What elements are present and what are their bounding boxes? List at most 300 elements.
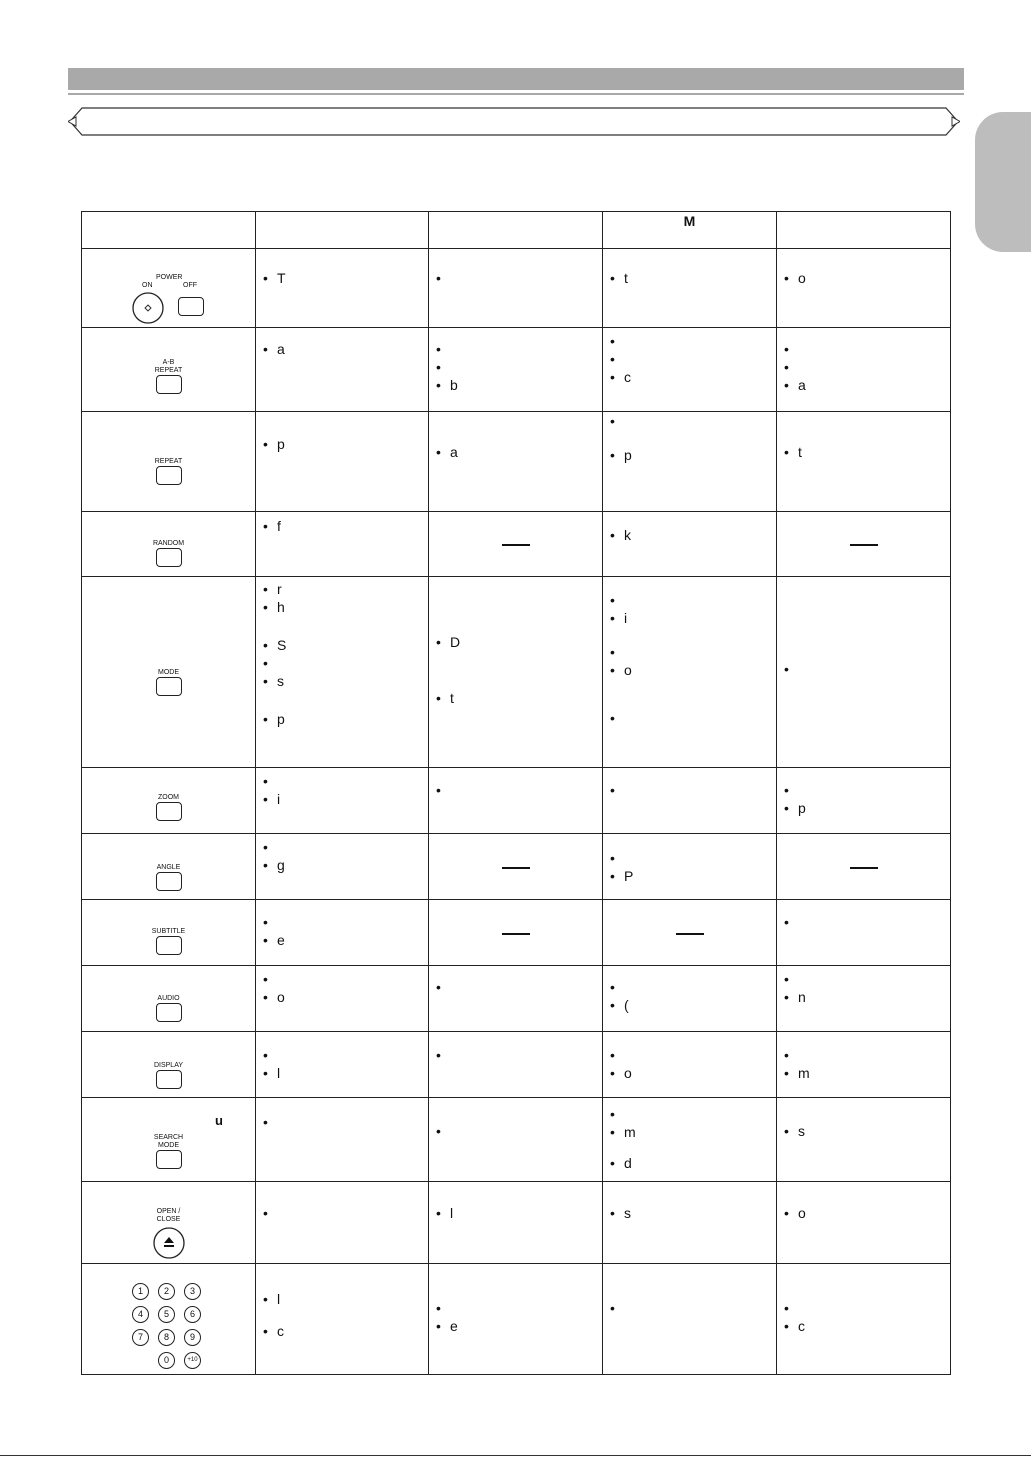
display-key bbox=[82, 1062, 255, 1093]
bullet-item bbox=[610, 526, 772, 544]
bullet-item bbox=[784, 781, 946, 799]
bullet-text: i bbox=[624, 610, 628, 626]
cell bbox=[777, 1098, 951, 1182]
bullet-icon: • bbox=[610, 782, 615, 798]
not-applicable-dash bbox=[850, 544, 878, 546]
ab-label: A-B bbox=[162, 359, 175, 366]
bullet-icon: • bbox=[263, 1047, 268, 1063]
header-cell bbox=[82, 212, 256, 249]
bullet-icon: • bbox=[436, 979, 441, 995]
number-key[interactable]: 9 bbox=[184, 1329, 201, 1346]
bullet-item bbox=[436, 269, 598, 287]
bullet-item bbox=[610, 643, 772, 661]
bullet-text: e bbox=[277, 932, 285, 948]
bullet-text: b bbox=[450, 377, 458, 393]
bullet-text: P bbox=[624, 868, 634, 884]
key-cell-repeat bbox=[82, 412, 256, 512]
cell bbox=[777, 412, 951, 512]
zoom-label: ZOOM bbox=[158, 794, 179, 801]
table-row bbox=[82, 412, 951, 512]
bullet-icon: • bbox=[263, 932, 268, 948]
bullet-text: D bbox=[450, 634, 461, 650]
key-cell-subtitle bbox=[82, 900, 256, 966]
number-key[interactable]: 7 bbox=[132, 1329, 149, 1346]
bullet-item bbox=[436, 689, 598, 707]
number-key[interactable]: 1 bbox=[132, 1283, 149, 1300]
bullet-item bbox=[263, 269, 424, 287]
bullet-icon: • bbox=[610, 270, 615, 286]
header-cell bbox=[777, 212, 951, 249]
cell bbox=[777, 1032, 951, 1098]
bullet-icon: • bbox=[263, 1323, 268, 1339]
key-cell-search-mode bbox=[82, 1098, 256, 1182]
bullet-item bbox=[263, 913, 424, 931]
bullet-icon: • bbox=[263, 839, 268, 855]
table-row bbox=[82, 577, 951, 768]
bullet-item bbox=[610, 332, 772, 350]
side-tab bbox=[975, 112, 1031, 252]
number-key[interactable]: 0 bbox=[158, 1352, 175, 1369]
cell bbox=[429, 966, 603, 1032]
open-label: OPEN / bbox=[156, 1208, 181, 1215]
angle-label: ANGLE bbox=[156, 864, 181, 871]
search-mode-button[interactable] bbox=[156, 1150, 182, 1169]
bullet-item bbox=[610, 609, 772, 627]
cell bbox=[429, 768, 603, 834]
bullet-item bbox=[610, 1204, 772, 1222]
header-cell: M bbox=[603, 212, 777, 249]
bullet-item bbox=[610, 1123, 772, 1141]
bullet-text: T bbox=[277, 270, 286, 286]
bullet-item bbox=[263, 1046, 424, 1064]
bullet-icon: • bbox=[784, 1123, 789, 1139]
cell bbox=[777, 328, 951, 412]
bullet-icon: • bbox=[610, 447, 615, 463]
bullet-icon: • bbox=[436, 341, 441, 357]
cell bbox=[603, 900, 777, 966]
bullet-icon: • bbox=[436, 359, 441, 375]
bullet-item bbox=[263, 710, 424, 728]
repeat-label: REPEAT bbox=[154, 458, 183, 465]
bullet-text: r bbox=[277, 581, 282, 597]
bullet-item bbox=[610, 269, 772, 287]
bullet-item bbox=[784, 1299, 946, 1317]
key-cell-power bbox=[82, 249, 256, 328]
bullet-item bbox=[436, 376, 598, 394]
cell bbox=[429, 900, 603, 966]
cell bbox=[256, 1264, 429, 1375]
bullet-icon: • bbox=[263, 1291, 268, 1307]
table-row bbox=[82, 900, 951, 966]
bullet-icon: • bbox=[610, 662, 615, 678]
bullet-item bbox=[436, 633, 598, 651]
subtitle-button[interactable] bbox=[156, 936, 182, 955]
bullet-text: c bbox=[277, 1323, 284, 1339]
bullet-item bbox=[610, 591, 772, 609]
cell bbox=[429, 1098, 603, 1182]
bullet-icon: • bbox=[610, 369, 615, 385]
bullet-icon: • bbox=[263, 989, 268, 1005]
bullet-text: l bbox=[450, 1205, 454, 1221]
bullet-item bbox=[436, 1204, 598, 1222]
cell bbox=[777, 768, 951, 834]
bullet-text: h bbox=[277, 599, 285, 615]
bullet-item bbox=[610, 350, 772, 368]
bullet-text: m bbox=[624, 1124, 636, 1140]
bullet-item bbox=[263, 790, 424, 808]
bullet-icon: • bbox=[610, 1205, 615, 1221]
number-key[interactable]: 3 bbox=[184, 1283, 201, 1300]
bullet-item bbox=[784, 970, 946, 988]
bullet-item bbox=[610, 709, 772, 727]
cell bbox=[429, 1032, 603, 1098]
key-cell-number-keys bbox=[82, 1264, 256, 1375]
bullet-icon: • bbox=[610, 997, 615, 1013]
ab-repeat-key bbox=[82, 359, 255, 398]
bullet-icon: • bbox=[784, 1300, 789, 1316]
table-row bbox=[82, 1264, 951, 1375]
bullet-item bbox=[784, 799, 946, 817]
bullet-icon: • bbox=[263, 518, 268, 534]
bullet-icon: • bbox=[436, 270, 441, 286]
cell bbox=[603, 1032, 777, 1098]
bullet-text: o bbox=[624, 1065, 632, 1081]
bullet-item bbox=[436, 1046, 598, 1064]
section-banner bbox=[68, 106, 960, 137]
bullet-text: i bbox=[277, 791, 281, 807]
cell bbox=[603, 1264, 777, 1375]
bullet-text: t bbox=[624, 270, 628, 286]
close-label: CLOSE bbox=[156, 1216, 181, 1223]
angle-button[interactable] bbox=[156, 872, 182, 891]
bullet-item bbox=[436, 443, 598, 461]
bullet-item bbox=[610, 661, 772, 679]
bullet-icon: • bbox=[436, 377, 441, 393]
display-button[interactable] bbox=[156, 1070, 182, 1089]
bullet-item bbox=[436, 978, 598, 996]
not-applicable-dash bbox=[502, 867, 530, 869]
bullet-item bbox=[784, 443, 946, 461]
cell bbox=[429, 512, 603, 577]
bullet-icon: • bbox=[784, 989, 789, 1005]
bullet-icon: • bbox=[263, 637, 268, 653]
bullet-icon: • bbox=[263, 673, 268, 689]
bullet-item bbox=[610, 1064, 772, 1082]
bullet-text: l bbox=[277, 1291, 281, 1307]
bullet-item bbox=[436, 781, 598, 799]
bullet-item bbox=[436, 1299, 598, 1317]
bullet-icon: • bbox=[610, 710, 615, 726]
bullet-icon: • bbox=[610, 644, 615, 660]
bullet-text: t bbox=[450, 690, 454, 706]
bullet-text: o bbox=[624, 662, 632, 678]
bullet-item bbox=[263, 772, 424, 790]
cell bbox=[429, 1264, 603, 1375]
bullet-icon: • bbox=[784, 1205, 789, 1221]
cell bbox=[777, 834, 951, 900]
number-key[interactable]: 8 bbox=[158, 1329, 175, 1346]
cell bbox=[256, 834, 429, 900]
bullet-text: m bbox=[798, 1065, 810, 1081]
cell bbox=[256, 412, 429, 512]
bullet-item bbox=[610, 849, 772, 867]
not-applicable-dash bbox=[502, 544, 530, 546]
cell bbox=[777, 249, 951, 328]
bullet-icon: • bbox=[263, 655, 268, 671]
number-key[interactable]: 5 bbox=[158, 1306, 175, 1323]
bullet-item bbox=[610, 781, 772, 799]
bullet-text: p bbox=[277, 436, 285, 452]
cell bbox=[429, 1182, 603, 1264]
cell bbox=[256, 328, 429, 412]
bullet-item bbox=[784, 988, 946, 1006]
mode-button[interactable] bbox=[156, 677, 182, 696]
bullet-icon: • bbox=[610, 1300, 615, 1316]
bullet-item bbox=[263, 856, 424, 874]
repeat-button[interactable] bbox=[156, 466, 182, 485]
bullet-text: c bbox=[798, 1318, 805, 1334]
repeat-key bbox=[82, 458, 255, 489]
key-cell-random bbox=[82, 512, 256, 577]
bullet-text: p bbox=[624, 447, 632, 463]
bullet-icon: • bbox=[263, 971, 268, 987]
bullet-item bbox=[263, 340, 424, 358]
cell bbox=[429, 834, 603, 900]
cell bbox=[256, 1182, 429, 1264]
cell bbox=[603, 577, 777, 768]
bullet-icon: • bbox=[784, 914, 789, 930]
bullet-item bbox=[263, 598, 424, 616]
bullet-text: s bbox=[277, 673, 284, 689]
bullet-text: p bbox=[798, 800, 806, 816]
key-cell-angle bbox=[82, 834, 256, 900]
cell bbox=[256, 768, 429, 834]
bullet-icon: • bbox=[263, 581, 268, 597]
bullet-item bbox=[263, 970, 424, 988]
off-label: OFF bbox=[183, 282, 197, 289]
cell bbox=[256, 577, 429, 768]
bullet-icon: • bbox=[784, 1065, 789, 1081]
bullet-icon: • bbox=[610, 1106, 615, 1122]
bullet-icon: • bbox=[436, 634, 441, 650]
mode-label: MODE bbox=[158, 669, 179, 676]
cell bbox=[777, 1264, 951, 1375]
bullet-icon: • bbox=[784, 377, 789, 393]
footer-rule bbox=[0, 1455, 1031, 1456]
cell bbox=[429, 249, 603, 328]
bullet-text: ( bbox=[624, 997, 629, 1013]
bullet-item bbox=[263, 1322, 424, 1340]
cell bbox=[777, 512, 951, 577]
bullet-item bbox=[263, 636, 424, 654]
bullet-icon: • bbox=[263, 270, 268, 286]
bullet-item bbox=[610, 867, 772, 885]
header-cell bbox=[429, 212, 603, 249]
bullet-item bbox=[784, 660, 946, 678]
cell bbox=[429, 328, 603, 412]
bullet-text: e bbox=[450, 1318, 458, 1334]
bullet-item bbox=[263, 1290, 424, 1308]
bullet-icon: • bbox=[436, 1318, 441, 1334]
number-key[interactable]: 4 bbox=[132, 1306, 149, 1323]
cell bbox=[777, 577, 951, 768]
cell bbox=[603, 328, 777, 412]
bullet-item bbox=[436, 340, 598, 358]
power-on-button[interactable] bbox=[131, 291, 165, 325]
bullet-text: a bbox=[798, 377, 806, 393]
cell bbox=[603, 412, 777, 512]
table-row bbox=[82, 834, 951, 900]
search-label: SEARCH bbox=[153, 1134, 184, 1141]
bullet-item bbox=[784, 1122, 946, 1140]
cell bbox=[603, 834, 777, 900]
bullet-text: c bbox=[624, 369, 631, 385]
key-cell-ab-repeat bbox=[82, 328, 256, 412]
bullet-icon: • bbox=[263, 1065, 268, 1081]
bullet-item bbox=[610, 446, 772, 464]
table-header-row bbox=[82, 212, 951, 249]
bullet-item bbox=[263, 1113, 424, 1131]
bullet-text: o bbox=[798, 270, 806, 286]
bullet-icon: • bbox=[610, 351, 615, 367]
number-key[interactable]: +10 bbox=[184, 1352, 201, 1369]
power-off-button[interactable] bbox=[178, 297, 204, 316]
bullet-text: d bbox=[624, 1155, 632, 1171]
bullet-icon: • bbox=[784, 782, 789, 798]
bullet-text: p bbox=[277, 711, 285, 727]
bullet-icon: • bbox=[263, 599, 268, 615]
bullet-icon: • bbox=[263, 914, 268, 930]
cell bbox=[256, 1098, 429, 1182]
bullet-icon: • bbox=[784, 800, 789, 816]
key-cell-mode bbox=[82, 577, 256, 768]
bullet-icon: • bbox=[610, 1065, 615, 1081]
bullet-icon: • bbox=[610, 979, 615, 995]
bullet-icon: • bbox=[436, 782, 441, 798]
table-row bbox=[82, 512, 951, 577]
cell bbox=[256, 966, 429, 1032]
key-cell-open-close bbox=[82, 1182, 256, 1264]
bullet-item bbox=[784, 913, 946, 931]
bullet-icon: • bbox=[436, 444, 441, 460]
bullet-icon: • bbox=[436, 1300, 441, 1316]
bullet-item bbox=[263, 838, 424, 856]
bullet-item bbox=[784, 376, 946, 394]
function-table bbox=[81, 211, 951, 1375]
eject-button[interactable] bbox=[152, 1226, 186, 1260]
bullet-icon: • bbox=[610, 1047, 615, 1063]
bullet-icon: • bbox=[610, 592, 615, 608]
bullet-icon: • bbox=[784, 444, 789, 460]
bullet-icon: • bbox=[610, 610, 615, 626]
not-applicable-dash bbox=[502, 933, 530, 935]
bullet-item bbox=[610, 368, 772, 386]
bullet-item bbox=[610, 978, 772, 996]
table-row bbox=[82, 249, 951, 328]
random-label: RANDOM bbox=[152, 540, 185, 547]
audio-label: AUDIO bbox=[157, 995, 180, 1002]
random-button[interactable] bbox=[156, 548, 182, 567]
power-label: POWER bbox=[156, 274, 183, 281]
cell bbox=[603, 512, 777, 577]
bullet-text: S bbox=[277, 637, 287, 653]
audio-button[interactable] bbox=[156, 1003, 182, 1022]
bullet-icon: • bbox=[610, 1124, 615, 1140]
bullet-item bbox=[436, 358, 598, 376]
bullet-icon: • bbox=[263, 436, 268, 452]
bullet-icon: • bbox=[610, 1155, 615, 1171]
subtitle-key bbox=[82, 928, 255, 959]
bullet-item bbox=[610, 996, 772, 1014]
number-key[interactable]: 2 bbox=[158, 1283, 175, 1300]
key-cell-zoom bbox=[82, 768, 256, 834]
bullet-icon: • bbox=[610, 850, 615, 866]
subtitle-label: SUBTITLE bbox=[151, 928, 186, 935]
bullet-icon: • bbox=[784, 270, 789, 286]
bullet-item bbox=[784, 358, 946, 376]
bullet-item bbox=[263, 672, 424, 690]
ab-repeat-button[interactable] bbox=[156, 375, 182, 394]
cell bbox=[603, 1182, 777, 1264]
mode-key bbox=[82, 669, 255, 700]
bullet-icon: • bbox=[610, 333, 615, 349]
on-label: ON bbox=[142, 282, 153, 289]
cell bbox=[603, 966, 777, 1032]
cell bbox=[603, 249, 777, 328]
table-row bbox=[82, 1098, 951, 1182]
search-mode-bold-text: u bbox=[215, 1113, 223, 1128]
cell bbox=[777, 1182, 951, 1264]
zoom-button[interactable] bbox=[156, 802, 182, 821]
bullet-item bbox=[436, 1317, 598, 1335]
bullet-icon: • bbox=[263, 791, 268, 807]
random-key bbox=[82, 540, 255, 571]
cell bbox=[429, 412, 603, 512]
bullet-text: a bbox=[450, 444, 458, 460]
display-label: DISPLAY bbox=[153, 1062, 184, 1069]
bullet-text: l bbox=[277, 1065, 281, 1081]
bullet-icon: • bbox=[610, 868, 615, 884]
bullet-item bbox=[784, 269, 946, 287]
bullet-item bbox=[263, 1204, 424, 1222]
cell bbox=[777, 900, 951, 966]
bullet-item bbox=[784, 1204, 946, 1222]
cell bbox=[256, 249, 429, 328]
bullet-icon: • bbox=[784, 341, 789, 357]
audio-key bbox=[82, 995, 255, 1026]
cell bbox=[256, 512, 429, 577]
cell bbox=[603, 768, 777, 834]
bullet-item bbox=[610, 1105, 772, 1123]
not-applicable-dash bbox=[676, 933, 704, 935]
number-key[interactable]: 6 bbox=[184, 1306, 201, 1323]
bullet-item bbox=[436, 1122, 598, 1140]
bullet-item bbox=[263, 435, 424, 453]
bullet-item bbox=[610, 412, 772, 430]
bullet-item bbox=[263, 988, 424, 1006]
zoom-key bbox=[82, 794, 255, 825]
header-cell bbox=[256, 212, 429, 249]
bullet-text: s bbox=[798, 1123, 805, 1139]
open-close-key bbox=[82, 1208, 255, 1260]
bullet-icon: • bbox=[436, 1047, 441, 1063]
table-row bbox=[82, 966, 951, 1032]
bullet-icon: • bbox=[784, 971, 789, 987]
bullet-item bbox=[263, 1064, 424, 1082]
bullet-item bbox=[263, 931, 424, 949]
bullet-text: a bbox=[277, 341, 285, 357]
bullet-text: s bbox=[624, 1205, 631, 1221]
